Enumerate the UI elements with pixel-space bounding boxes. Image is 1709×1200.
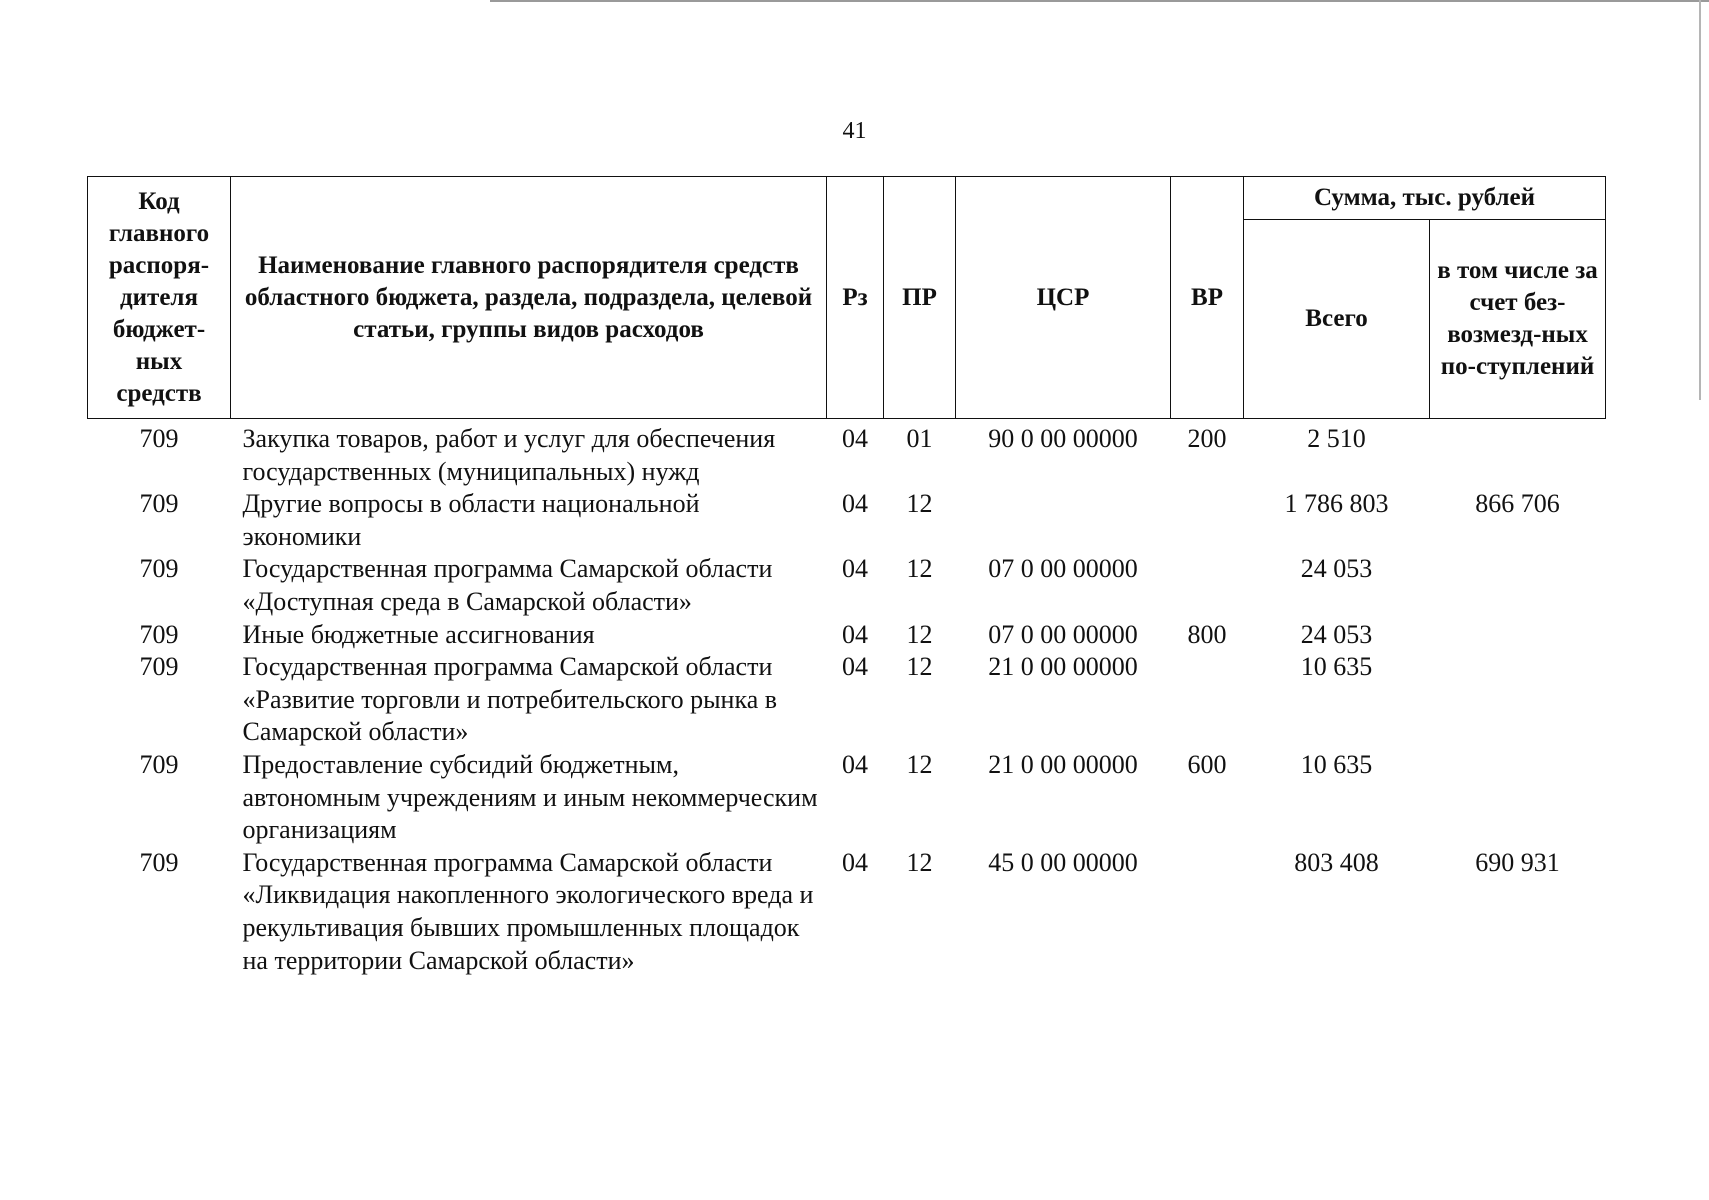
cell-vr — [1171, 651, 1244, 749]
cell-rz: 04 — [842, 489, 868, 519]
cell-code: 709 — [139, 749, 179, 779]
header-sum-group: Сумма, тыс. рублей — [1244, 177, 1606, 220]
cell-total: 2 510 — [1307, 424, 1366, 453]
table-row — [88, 488, 1606, 553]
cell-rz: 04 — [842, 424, 868, 453]
cell-pr: 12 — [906, 749, 933, 779]
cell-total: 1 786 803 — [1284, 489, 1389, 519]
cell-csr — [956, 488, 1171, 553]
cell-name: Государственная программа Самарской области «Развитие торговли и потребительского рынка в Самарской области» — [242, 652, 778, 747]
cell-total: 803 408 — [1294, 847, 1379, 877]
cell-name: Другие вопросы в области национальной экономики — [242, 489, 700, 551]
cell-total: 10 635 — [1300, 652, 1373, 682]
cell-free — [1430, 619, 1606, 652]
table-body — [88, 419, 1606, 978]
cell-name: Государственная программа Самарской области «Доступная среда в Самарской области» — [242, 554, 773, 616]
cell-name: Закупка товаров, работ и услуг для обеспечения государственных (муниципальных) нужд — [242, 424, 776, 486]
cell-rz: 04 — [842, 847, 868, 877]
header-pr: ПР — [884, 177, 956, 419]
cell-pr: 01 — [906, 424, 933, 453]
cell-free — [1430, 651, 1606, 749]
header-code: Код главного распоря-дителя бюджет-ных средств — [88, 177, 231, 419]
table-row — [88, 847, 1606, 977]
cell-free: 866 706 — [1475, 489, 1560, 519]
cell-csr: 07 0 00 00000 — [988, 619, 1138, 649]
table-row — [88, 749, 1606, 847]
cell-name: Иные бюджетные ассигнования — [242, 619, 595, 649]
cell-pr: 12 — [906, 619, 933, 649]
header-rz: Рз — [827, 177, 884, 419]
cell-code: 709 — [139, 619, 179, 649]
cell-total: 10 635 — [1300, 749, 1373, 779]
cell-code: 709 — [139, 489, 179, 519]
cell-total: 24 053 — [1300, 554, 1373, 584]
scan-right-edge — [1699, 0, 1701, 400]
cell-pr: 12 — [906, 652, 933, 682]
cell-code: 709 — [139, 424, 179, 453]
cell-rz: 04 — [842, 749, 868, 779]
cell-pr: 12 — [906, 554, 933, 584]
cell-csr: 21 0 00 00000 — [988, 749, 1138, 779]
cell-rz: 04 — [842, 619, 868, 649]
cell-pr: 12 — [906, 489, 933, 519]
cell-csr: 90 0 00 00000 — [988, 424, 1138, 453]
header-total: Всего — [1244, 220, 1430, 419]
page-number: 41 — [842, 118, 867, 144]
cell-free: 690 931 — [1475, 847, 1560, 877]
cell-vr — [1171, 847, 1244, 977]
scan-top-edge — [490, 0, 1709, 2]
budget-table — [87, 176, 1606, 977]
cell-vr: 200 — [1187, 424, 1227, 453]
cell-csr: 21 0 00 00000 — [988, 652, 1138, 682]
header-free: в том числе за счет без-возмезд-ных по-ступлений — [1430, 220, 1606, 419]
table-header — [88, 177, 1606, 419]
cell-rz: 04 — [842, 554, 868, 584]
cell-total: 24 053 — [1300, 619, 1373, 649]
cell-code: 709 — [139, 554, 179, 584]
header-csr: ЦСР — [956, 177, 1171, 419]
cell-free — [1430, 749, 1606, 847]
cell-vr: 800 — [1187, 619, 1227, 649]
cell-rz: 04 — [842, 652, 868, 682]
table-row — [88, 619, 1606, 652]
cell-name: Предоставление субсидий бюджетным, автономным учреждениям и иным некоммерческим организациям — [242, 749, 818, 845]
table-row — [88, 419, 1606, 489]
cell-csr: 07 0 00 00000 — [988, 554, 1138, 584]
cell-free — [1430, 553, 1606, 618]
cell-code: 709 — [139, 652, 179, 682]
header-vr: ВР — [1171, 177, 1244, 419]
cell-csr: 45 0 00 00000 — [988, 847, 1138, 877]
table-row — [88, 553, 1606, 618]
cell-vr — [1171, 553, 1244, 618]
cell-pr: 12 — [906, 847, 933, 877]
cell-vr: 600 — [1187, 749, 1227, 779]
cell-name: Государственная программа Самарской области «Ликвидация накопленного экологического вреда и рекультивация бывших промышленных площадок на территории Самарской области» — [242, 847, 814, 975]
header-name: Наименование главного распорядителя средств областного бюджета, раздела, подраздела, целевой статьи, группы видов расходов — [231, 177, 827, 419]
cell-free — [1430, 419, 1606, 489]
table-row — [88, 651, 1606, 749]
cell-code: 709 — [139, 847, 179, 877]
cell-vr — [1171, 488, 1244, 553]
